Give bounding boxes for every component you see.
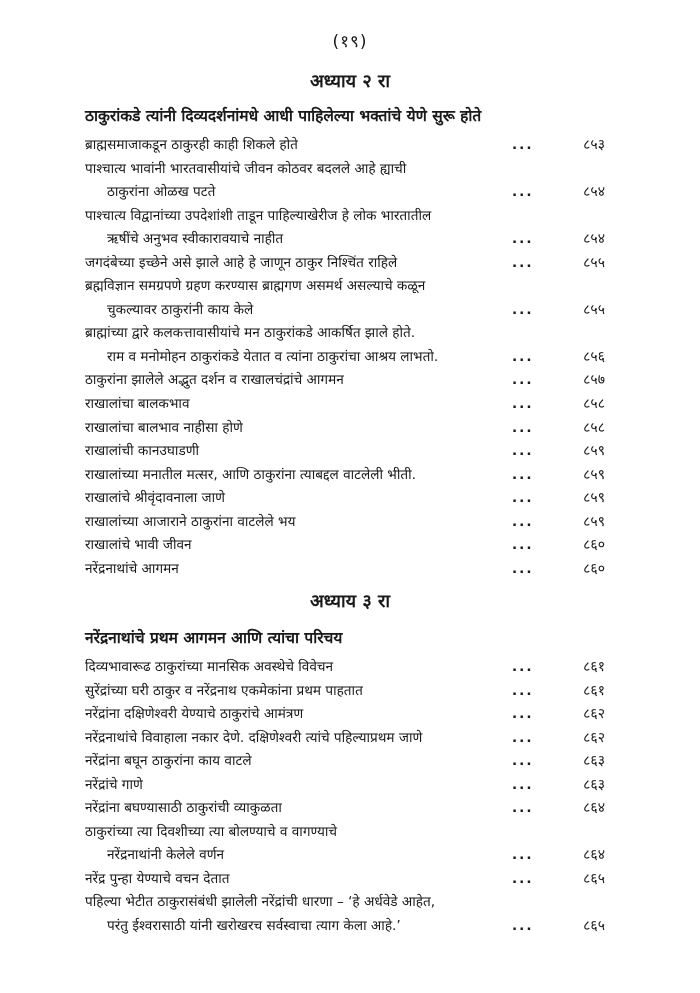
toc-entry-page-number: ८६०: [583, 537, 605, 554]
toc-entry: [85, 703, 605, 727]
toc-entry-page-number: ८५८: [583, 419, 605, 436]
toc-entry: [85, 868, 605, 892]
toc-entry: [85, 558, 605, 582]
toc-entry-title: नरेंद्रनाथांचे विवाहाला नकार देणे. दक्षिणेश्वरी त्यांचे पहिल्याप्रथम जाणे: [85, 729, 423, 746]
toc-entry-page-number: ८५४: [583, 184, 605, 201]
chapter-3-heading: अध्याय ३ रा: [310, 591, 390, 612]
toc-entry-title: नरेंद्रांचे गाणे: [85, 776, 143, 793]
toc-entry: [85, 158, 605, 205]
leader-dots: ...: [512, 776, 534, 793]
leader-dots: ...: [512, 847, 534, 864]
toc-entry-title: ठाकुरांना झालेले अद्भुत दर्शन व राखालचंद्रांचे आगमन: [85, 372, 344, 389]
toc-entry-title: ठाकुरांना ओळख पटते: [107, 184, 216, 201]
toc-entry-title: पाश्चात्य विद्वानांच्या उपदेशांशी ताडून पाहिल्याखेरीज हे लोक भारतातील: [85, 207, 432, 224]
leader-dots: ...: [512, 753, 534, 770]
toc-entry: [85, 134, 605, 158]
leader-dots: ...: [512, 537, 534, 554]
toc-entry: [85, 750, 605, 774]
toc-entry-page-number: ८६१: [583, 682, 605, 699]
toc-entry: [85, 680, 605, 704]
leader-dots: ...: [512, 682, 534, 699]
toc-entry-title: जगदंबेच्या इच्छेने असे झाले आहे हे जाणून ठाकुर निश्चिंत राहिले: [85, 254, 398, 271]
toc-entry-title: राखालांच्या आजाराने ठाकुरांना वाटलेले भय: [85, 513, 296, 530]
leader-dots: ...: [512, 659, 534, 675]
toc-entry-title: राम व मनोमोहन ठाकुरांकडे येतात व त्यांना ठाकुरांचा आश्रय लाभतो.: [107, 348, 439, 365]
toc-entry-page-number: ८६२: [583, 729, 605, 746]
toc-entry-title: नरेंद्र पुन्हा येण्याचे वचन देतात: [85, 870, 230, 887]
toc-entry: [85, 369, 605, 393]
toc-entry: [85, 417, 605, 441]
toc-entry-page-number: ८६५: [583, 870, 605, 887]
leader-dots: ...: [512, 419, 534, 436]
leader-dots: ...: [512, 396, 534, 413]
toc-entry-title: चुकल्यावर ठाकुरांनी काय केले: [107, 301, 254, 318]
leader-dots: ...: [512, 231, 534, 248]
leader-dots: ...: [512, 490, 534, 507]
chapter-2-heading: अध्याय २ रा: [310, 71, 390, 92]
toc-entry-title: राखालांचे भावी जीवन: [85, 537, 192, 554]
toc-entry-title: नरेंद्रनाथांनी केलेले वर्णन: [107, 847, 225, 864]
toc-entry-title: पाश्चात्य भावांनी भारतवासीयांचे जीवन कोठवर बदलले आहे ह्याची: [85, 160, 407, 177]
toc-entry: [85, 821, 605, 868]
toc-entry-title: पहिल्या भेटीत ठाकुरासंबंधी झालेली नरेंद्रांची धारणा – ‘हे अर्धवेडे आहेत,: [85, 894, 436, 911]
toc-entry-title: ठाकुरांच्या त्या दिवशीच्या त्या बोलण्याचे व वागण्याचे: [85, 823, 337, 840]
toc-entry-page-number: ८५६: [583, 348, 605, 365]
toc-entry-page-number: ८५९: [583, 466, 605, 483]
leader-dots: ...: [512, 800, 534, 817]
toc-entry-page-number: ८६०: [583, 560, 605, 577]
toc-entry-title: ब्रह्मविज्ञान समग्रपणे ग्रहण करण्यास ब्राह्मगण असमर्थ असल्याचे कळून: [85, 278, 426, 295]
toc-entry-page-number: ८५७: [583, 372, 605, 389]
leader-dots: ...: [512, 466, 534, 483]
toc-entry-title: राखालांचा बालभाव नाहीसा होणे: [85, 419, 243, 436]
toc-entry-page-number: ८६५: [583, 918, 605, 935]
toc-entry-page-number: ८५५: [583, 301, 605, 318]
leader-dots: ...: [512, 870, 534, 887]
leader-dots: ...: [512, 560, 534, 577]
toc-entry-page-number: ८५९: [583, 490, 605, 507]
toc-entry-title: ऋषींचे अनुभव स्वीकारावयाचे नाहीत: [107, 231, 284, 248]
toc-entry: [85, 275, 605, 322]
toc-entry-title: परंतु ईश्वरासाठी यांनी खरोखरच सर्वस्वाचा त्याग केला आहे.’: [107, 918, 401, 935]
toc-entry: [85, 511, 605, 535]
toc-entry-title: ब्राह्मसमाजाकडून ठाकुरही काही शिकले होते: [85, 137, 298, 153]
toc-entry-title: राखालांचे श्रीवृंदावनाला जाणे: [85, 490, 225, 507]
leader-dots: ...: [512, 254, 534, 271]
toc-entry-page-number: ८६४: [583, 847, 605, 864]
toc-entry-title: नरेंद्रनाथांचे आगमन: [85, 560, 179, 577]
toc-entry-page-number: ८५४: [583, 231, 605, 248]
toc-entry: [85, 797, 605, 821]
chapter-3-toc-list: [85, 656, 605, 939]
toc-entry-title: नरेंद्रांना दक्षिणेश्वरी येण्याचे ठाकुरांचे आमंत्रण: [85, 706, 304, 723]
toc-entry: [85, 393, 605, 417]
toc-entry-page-number: ८६३: [583, 776, 605, 793]
toc-entry-page-number: ८५८: [583, 396, 605, 413]
toc-entry-title: राखालांच्या मनातील मत्सर, आणि ठाकुरांना त्याबद्दल वाटलेली भीती.: [85, 466, 416, 483]
chapter-2-toc-list: [85, 134, 605, 581]
leader-dots: ...: [512, 729, 534, 746]
toc-entry: [85, 774, 605, 798]
chapter-3-subtitle: नरेंद्रनाथांचे प्रथम आगमन आणि त्यांचा परिचय: [85, 629, 343, 647]
toc-entry-page-number: ८६३: [583, 753, 605, 770]
leader-dots: ...: [512, 513, 534, 530]
toc-entry-title: राखालांची कानउघाडणी: [85, 443, 200, 460]
toc-entry: [85, 534, 605, 558]
leader-dots: ...: [512, 443, 534, 460]
leader-dots: ...: [512, 301, 534, 318]
leader-dots: ...: [512, 348, 534, 365]
toc-entry-page-number: ८६२: [583, 706, 605, 723]
leader-dots: ...: [512, 918, 534, 935]
toc-entry: [85, 205, 605, 252]
toc-entry-title: ब्राह्मांच्या द्वारे कलकत्तावासीयांचे मन ठाकुरांकडे आकर्षित झाले होते.: [85, 325, 416, 342]
toc-entry-page-number: ८५३: [583, 137, 605, 153]
toc-entry-title: दिव्यभावारूढ ठाकुरांच्या मानसिक अवस्थेचे विवेचन: [85, 659, 334, 675]
toc-entry-title: नरेंद्रांना बघून ठाकुरांना काय वाटले: [85, 753, 252, 770]
toc-entry: [85, 487, 605, 511]
leader-dots: ...: [512, 706, 534, 723]
toc-entry: [85, 464, 605, 488]
toc-entry-page-number: ८५५: [583, 254, 605, 271]
leader-dots: ...: [512, 372, 534, 389]
toc-entry-page-number: ८६१: [583, 659, 605, 675]
toc-entry-title: नरेंद्रांना बघण्यासाठी ठाकुरांची व्याकुळता: [85, 800, 282, 817]
toc-entry-page-number: ८५९: [583, 513, 605, 530]
toc-entry-title: राखालांचा बालकभाव: [85, 396, 190, 413]
toc-entry: [85, 322, 605, 369]
toc-entry: [85, 891, 605, 938]
toc-entry-title: सुरेंद्रांच्या घरी ठाकुर व नरेंद्रनाथ एकमेकांना प्रथम पाहतात: [85, 682, 363, 699]
toc-entry-page-number: ८६४: [583, 800, 605, 817]
toc-entry: [85, 252, 605, 276]
page-number: (१९): [332, 32, 368, 52]
leader-dots: ...: [512, 184, 534, 201]
toc-entry: [85, 727, 605, 751]
leader-dots: ...: [512, 137, 534, 153]
toc-entry: [85, 440, 605, 464]
toc-entry-page-number: ८५९: [583, 443, 605, 460]
chapter-2-subtitle: ठाकुरांकडे त्यांनी दिव्यदर्शनांमधे आधी पाहिलेल्या भक्तांचे येणे सुरू होते: [85, 107, 482, 125]
toc-entry: [85, 656, 605, 680]
